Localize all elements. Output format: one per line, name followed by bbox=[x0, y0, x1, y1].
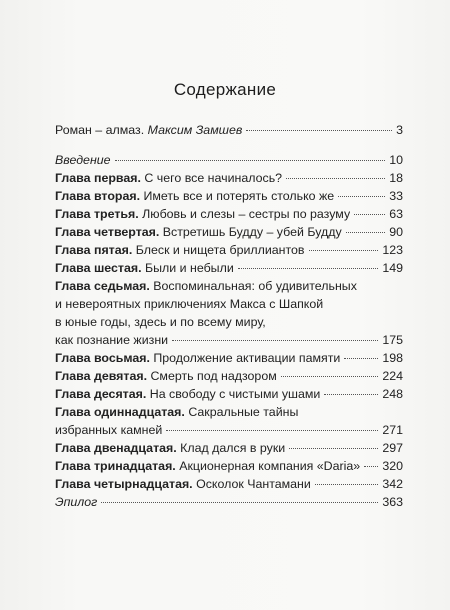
toc-page-number: 342 bbox=[382, 477, 403, 491]
toc-page-number: 363 bbox=[382, 495, 403, 509]
toc-entry-chapter-6 bbox=[55, 259, 403, 277]
toc-entry-title-continuation: избранных камней bbox=[55, 423, 163, 437]
toc-page-number: 33 bbox=[389, 189, 403, 203]
toc-entry-title: Воспоминальная: об удивительных bbox=[153, 279, 357, 293]
leader-dots bbox=[115, 160, 386, 161]
toc-chapter-label: Глава седьмая. bbox=[55, 279, 150, 293]
leader-dots bbox=[166, 430, 378, 431]
toc-page-number: 271 bbox=[382, 423, 403, 437]
toc-entry-title: Продолжение активации памяти bbox=[153, 351, 341, 365]
toc-entry-title: Клад дался в руки bbox=[180, 441, 286, 455]
leader-dots bbox=[324, 394, 378, 395]
toc-entry-title: С чего все начиналось? bbox=[144, 171, 283, 185]
toc-entry-title-continuation: и невероятных приключениях Макса с Шапкой bbox=[55, 297, 324, 311]
toc-entry-title: На свободу с чистыми ушами bbox=[149, 387, 321, 401]
toc-entry-title: Были и небыли bbox=[145, 261, 234, 275]
toc-page-number: 175 bbox=[382, 333, 403, 347]
leader-dots bbox=[246, 130, 392, 131]
toc-entry-epilogue bbox=[55, 493, 403, 511]
toc-entry-title: Введение bbox=[55, 153, 111, 167]
toc-entry-chapter-5 bbox=[55, 241, 403, 259]
leader-dots bbox=[281, 376, 379, 377]
toc-chapter-label: Глава восьмая. bbox=[55, 351, 150, 365]
leader-dots bbox=[364, 466, 378, 467]
toc-chapter-label: Глава вторая. bbox=[55, 189, 141, 203]
leader-dots bbox=[344, 358, 378, 359]
toc-chapter-label: Глава первая. bbox=[55, 171, 141, 185]
toc-page-number: 297 bbox=[382, 441, 403, 455]
toc-page-number: 90 bbox=[389, 225, 403, 239]
toc-entry-title-continuation: как познание жизни bbox=[55, 333, 169, 347]
toc-page-number: 3 bbox=[396, 123, 403, 137]
leader-dots bbox=[101, 502, 378, 503]
toc-entry-prefix: Роман – алмаз. bbox=[55, 123, 148, 137]
toc-entry-chapter-1 bbox=[55, 169, 403, 187]
toc-chapter-label: Глава двенадцатая. bbox=[55, 441, 177, 455]
toc-entry-foreword bbox=[55, 121, 403, 139]
leader-dots bbox=[338, 196, 385, 197]
toc-entry-title: Иметь все и потерять столько же bbox=[143, 189, 335, 203]
toc-entry-chapter-3 bbox=[55, 205, 403, 223]
toc-entry-chapter-8 bbox=[55, 349, 403, 367]
toc-page-number: 320 bbox=[382, 459, 403, 473]
leader-dots bbox=[346, 232, 386, 233]
toc-entry-title: Любовь и слезы – сестры по разуму bbox=[142, 207, 351, 221]
toc-entry-chapter-12 bbox=[55, 439, 403, 457]
toc-page-number: 198 bbox=[382, 351, 403, 365]
toc-entry-title: Осколок Чантамани bbox=[196, 477, 311, 491]
toc-page-number: 18 bbox=[389, 171, 403, 185]
toc-entry-title: Блеск и нищета бриллиантов bbox=[135, 243, 305, 257]
toc-page-number: 224 bbox=[382, 369, 403, 383]
leader-dots bbox=[238, 268, 379, 269]
toc-entry-chapter-10 bbox=[55, 385, 403, 403]
toc-chapter-label: Глава четвертая. bbox=[55, 225, 160, 239]
toc-entry-chapter-14 bbox=[55, 475, 403, 493]
toc-page-number: 149 bbox=[382, 261, 403, 275]
toc-entry-chapter-13 bbox=[55, 457, 403, 475]
page-title: Содержание bbox=[173, 80, 277, 99]
toc-chapter-label: Глава десятая. bbox=[55, 387, 147, 401]
toc-chapter-label: Глава тринадцатая. bbox=[55, 459, 176, 473]
toc-chapter-label: Глава девятая. bbox=[55, 369, 148, 383]
leader-dots bbox=[172, 340, 378, 341]
toc-entry-title: Эпилог bbox=[55, 495, 98, 509]
toc-chapter-label: Глава шестая. bbox=[55, 261, 142, 275]
leader-dots bbox=[309, 250, 379, 251]
toc-page-number: 123 bbox=[382, 243, 403, 257]
toc-entry-author: Максим Замшев bbox=[147, 123, 243, 137]
toc-entry-chapter-9 bbox=[55, 367, 403, 385]
toc-chapter-label: Глава третья. bbox=[55, 207, 139, 221]
toc-entry-title-continuation: в юные годы, здесь и по всему миру, bbox=[55, 315, 266, 329]
toc-entry-title: Сакральные тайны bbox=[188, 405, 299, 419]
toc-page-number: 10 bbox=[389, 153, 403, 167]
leader-dots bbox=[289, 448, 378, 449]
toc-entry-chapter-4 bbox=[55, 223, 403, 241]
toc-chapter-label: Глава четырнадцатая. bbox=[55, 477, 193, 491]
toc-entry-title: Акционерная компания «Daria» bbox=[179, 459, 361, 473]
toc-entry-title: Смерть под надзором bbox=[150, 369, 277, 383]
leader-dots bbox=[315, 484, 378, 485]
toc-page-number: 248 bbox=[382, 387, 403, 401]
toc-chapter-label: Глава одиннадцатая. bbox=[55, 405, 185, 419]
toc-chapter-label: Глава пятая. bbox=[55, 243, 133, 257]
toc-page-number: 63 bbox=[389, 207, 403, 221]
toc-entry-title: Встретишь Будду – убей Будду bbox=[162, 225, 342, 239]
toc-entry-introduction bbox=[55, 151, 403, 169]
leader-dots bbox=[354, 214, 385, 215]
leader-dots bbox=[286, 178, 385, 179]
toc-entry-chapter-2 bbox=[55, 187, 403, 205]
